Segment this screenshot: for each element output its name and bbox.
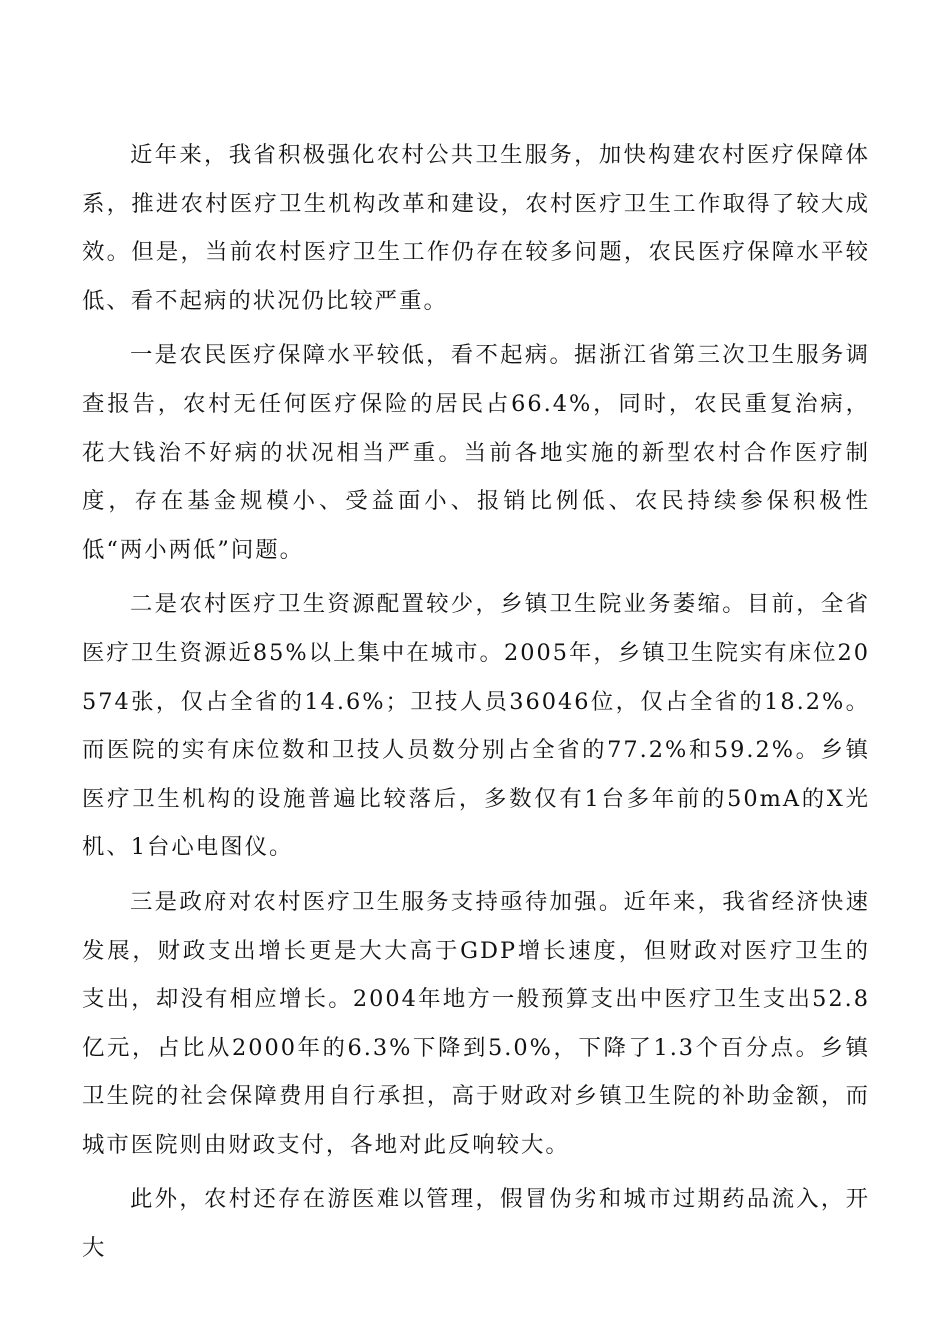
paragraph-additional: 此外，农村还存在游医难以管理，假冒伪劣和城市过期药品流入，开大 xyxy=(82,1186,870,1262)
paragraph-point-one: 一是农民医疗保障水平较低，看不起病。据浙江省第三次卫生服务调查报告，农村无任何医疗保险的居民占66.4%，同时，农民重复治病，花大钱治不好病的状况相当严重。当前各地实施的新型农村合作医疗制度，存在基金规模小、受益面小、报销比例低、农民持续参保积极性低“两小两低”问题。 xyxy=(82,342,870,563)
paragraph-point-two: 二是农村医疗卫生资源配置较少，乡镇卫生院业务萎缩。目前，全省医疗卫生资源近85%以上集中在城市。2005年，乡镇卫生院实有床位20574张，仅占全省的14.6%；卫技人员36046位，仅占全省的18.2%。而医院的实有床位数和卫技人员数分别占全省的77.2%和59.2%。乡镇医疗卫生机构的设施普遍比较落后，多数仅有1台多年前的50mA的X光机、1台心电图仪。 xyxy=(82,591,870,861)
paragraph-point-three: 三是政府对农村医疗卫生服务支持亟待加强。近年来，我省经济快速发展，财政支出增长更是大大高于GDP增长速度，但财政对医疗卫生的支出，却没有相应增长。2004年地方一般预算支出中医疗卫生支出52.8亿元，占比从2000年的6.3%下降到5.0%，下降了1.3个百分点。乡镇卫生院的社会保障费用自行承担，高于财政对乡镇卫生院的补助金额，而城市医院则由财政支付，各地对此反响较大。 xyxy=(82,888,870,1158)
paragraph-intro: 近年来，我省积极强化农村公共卫生服务，加快构建农村医疗保障体系，推进农村医疗卫生机构改革和建设，农村医疗卫生工作取得了较大成效。但是，当前农村医疗卫生工作仍存在较多问题，农民医疗保障水平较低、看不起病的状况仍比较严重。 xyxy=(82,142,870,314)
document-body xyxy=(82,131,870,1279)
